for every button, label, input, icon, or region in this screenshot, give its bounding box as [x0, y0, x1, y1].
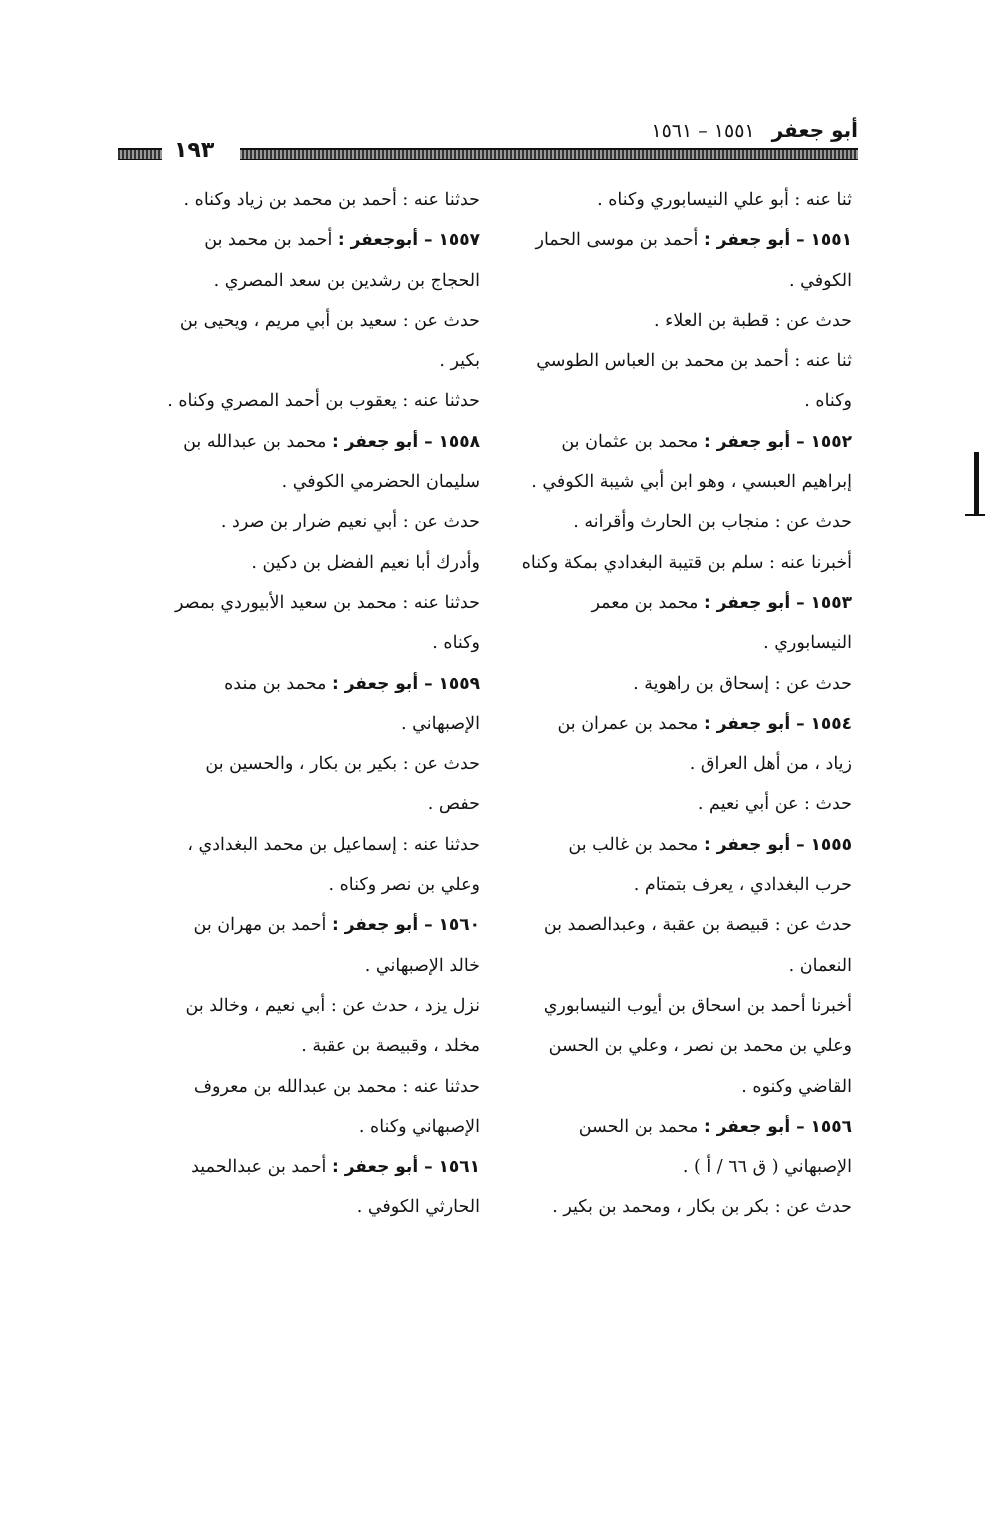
text-line — [512, 502, 852, 542]
text-line — [138, 462, 480, 502]
entry-heading: ١٥٥٦ – أبو جعفر : — [703, 1116, 852, 1137]
text-line — [512, 784, 852, 824]
line-text: بكير . — [439, 351, 480, 372]
header-range: ١٥٥١ – ١٥٦١ — [651, 120, 755, 142]
line-text: حدث عن : قبيصة بن عقبة ، وعبدالصمد بن — [543, 915, 852, 936]
margin-tick — [965, 514, 985, 516]
text-line — [512, 1067, 852, 1107]
text-line — [512, 180, 852, 220]
text-line — [512, 865, 852, 905]
text-line — [512, 905, 852, 945]
line-text: وأدرك أبا نعيم الفضل بن دكين . — [251, 552, 480, 573]
line-text: حدث عن : أبي نعيم ضرار بن صرد . — [220, 512, 480, 533]
text-line — [138, 986, 480, 1026]
text-line — [512, 261, 852, 301]
line-text: محمد بن الحسن — [578, 1116, 704, 1137]
text-line — [512, 744, 852, 784]
line-text: محمد بن غالب بن — [568, 834, 704, 855]
line-text: حدث عن : إسحاق بن راهوية . — [633, 673, 852, 694]
line-text: محمد بن معمر — [591, 592, 704, 613]
line-text: حدثنا عنه : أحمد بن محمد بن زياد وكناه . — [183, 190, 480, 210]
text-line — [512, 623, 852, 663]
text-line — [512, 1147, 852, 1187]
line-text: النيسابوري . — [763, 633, 852, 654]
line-text: وكناه . — [804, 391, 852, 412]
margin-mark — [974, 452, 979, 516]
text-line — [138, 583, 480, 623]
text-line — [138, 261, 480, 301]
entry-heading: ١٥٥٥ – أبو جعفر : — [703, 834, 852, 855]
text-line — [138, 825, 480, 865]
line-text: محمد بن عثمان بن — [561, 431, 704, 452]
entry-heading: ١٥٥٤ – أبو جعفر : — [703, 713, 852, 734]
line-text: محمد بن منده — [224, 673, 332, 694]
line-text: الإصبهاني . — [401, 713, 480, 734]
line-text: أحمد بن محمد بن — [204, 230, 338, 251]
text-line — [138, 1067, 480, 1107]
line-text: حدث عن : بكر بن بكار ، ومحمد بن بكير . — [552, 1197, 852, 1218]
line-text: وعلي بن نصر وكناه . — [328, 875, 480, 896]
text-line — [512, 825, 852, 865]
entry-heading: ١٥٥٩ – أبو جعفر : — [331, 673, 480, 694]
line-text: وعلي بن محمد بن نصر ، وعلي بن الحسن — [548, 1036, 852, 1057]
line-text: محمد بن عمران بن — [557, 713, 704, 734]
text-line — [512, 422, 852, 462]
line-text: حدث عن : قطبة بن العلاء . — [654, 310, 852, 331]
line-text: أحمد بن موسى الحمار — [535, 230, 704, 251]
text-line — [138, 220, 480, 260]
header-title: أبو جعفر — [771, 118, 858, 142]
text-line — [138, 623, 480, 663]
line-text: زياد ، من أهل العراق . — [689, 754, 852, 775]
running-title — [651, 118, 858, 142]
line-text: حدث عن : سعيد بن أبي مريم ، ويحيى بن — [179, 310, 480, 331]
text-line — [512, 381, 852, 421]
line-text: ثنا عنه : أبو علي النيسابوري وكناه . — [597, 190, 852, 210]
line-text: حدثنا عنه : إسماعيل بن محمد البغدادي ، — [187, 834, 480, 855]
text-line — [138, 1107, 480, 1147]
line-text: أحمد بن مهران بن — [193, 915, 332, 936]
line-text: سليمان الحضرمي الكوفي . — [281, 472, 480, 493]
entry-heading: ١٥٥٨ – أبو جعفر : — [331, 431, 480, 452]
line-text: حدثنا عنه : محمد بن سعيد الأبيوردي بمصر — [175, 592, 480, 613]
text-line — [138, 180, 480, 220]
entry-heading: ١٥٥٢ – أبو جعفر : — [703, 431, 852, 452]
text-line — [512, 462, 852, 502]
text-line — [138, 381, 480, 421]
text-line — [138, 1147, 480, 1187]
line-text: حدثنا عنه : يعقوب بن أحمد المصري وكناه . — [167, 391, 480, 412]
line-text: النعمان . — [788, 955, 852, 976]
line-text: حدث : عن أبي نعيم . — [697, 794, 852, 815]
text-line — [138, 1187, 480, 1227]
text-line — [138, 664, 480, 704]
entry-heading: ١٥٥٣ – أبو جعفر : — [703, 592, 852, 613]
text-line — [512, 946, 852, 986]
line-text: حرب البغدادي ، يعرف بتمتام . — [633, 875, 852, 896]
text-line — [138, 301, 480, 341]
entry-heading: ١٥٥١ – أبو جعفر : — [703, 230, 852, 251]
text-line — [138, 1026, 480, 1066]
line-text: مخلد ، وقبيصة بن عقبة . — [301, 1036, 480, 1057]
text-line — [512, 704, 852, 744]
text-line — [138, 341, 480, 381]
line-text: حدثنا عنه : محمد بن عبدالله بن معروف — [193, 1076, 480, 1097]
text-line — [512, 1187, 852, 1227]
text-line — [512, 1026, 852, 1066]
text-line — [138, 704, 480, 744]
line-text: الحارثي الكوفي . — [356, 1197, 480, 1218]
running-header — [118, 118, 858, 168]
line-text: الإصبهاني وكناه . — [358, 1116, 480, 1137]
entry-heading: ١٥٦٠ – أبو جعفر : — [331, 915, 480, 936]
text-line — [512, 664, 852, 704]
text-line — [138, 422, 480, 462]
text-line — [512, 220, 852, 260]
page-number: ١٩٣ — [168, 139, 220, 163]
entry-heading: ١٥٦١ – أبو جعفر : — [331, 1157, 480, 1178]
entry-heading: ١٥٥٧ – أبوجعفر : — [337, 230, 480, 251]
line-text: حدث عن : بكير بن بكار ، والحسين بن — [205, 754, 480, 775]
line-text: نزل يزد ، حدث عن : أبي نعيم ، وخالد بن — [185, 995, 480, 1016]
line-text: وكناه . — [432, 633, 480, 654]
text-line — [138, 744, 480, 784]
text-line — [138, 946, 480, 986]
text-line — [512, 1107, 852, 1147]
line-text: الإصبهاني ( ق ٦٦ / أ ) . — [682, 1157, 852, 1178]
text-line — [512, 583, 852, 623]
line-text: الحجاج بن رشدين بن سعد المصري . — [213, 270, 480, 291]
right-column — [512, 180, 852, 1228]
line-text: حدث عن : منجاب بن الحارث وأقرانه . — [573, 512, 852, 533]
text-line — [138, 502, 480, 542]
text-line — [512, 986, 852, 1026]
line-text: محمد بن عبدالله بن — [183, 431, 332, 452]
text-line — [138, 865, 480, 905]
line-text: أحمد بن عبدالحميد — [191, 1157, 332, 1178]
text-line — [512, 341, 852, 381]
line-text: إبراهيم العبسي ، وهو ابن أبي شيبة الكوفي . — [531, 472, 852, 493]
text-line — [138, 543, 480, 583]
line-text: أخبرنا عنه : سلم بن قتيبة البغدادي بمكة وكناه — [521, 552, 852, 573]
line-text: الكوفي . — [789, 270, 852, 291]
line-text: حفص . — [427, 794, 480, 815]
text-line — [512, 543, 852, 583]
text-line — [138, 784, 480, 824]
left-column — [138, 180, 480, 1228]
line-text: خالد الإصبهاني . — [364, 955, 480, 976]
line-text: القاضي وكنوه . — [741, 1076, 852, 1097]
text-line — [512, 301, 852, 341]
line-text: ثنا عنه : أحمد بن محمد بن العباس الطوسي — [536, 351, 852, 372]
line-text: أخبرنا أحمد بن اسحاق بن أيوب النيسابوري — [543, 995, 852, 1016]
text-line — [138, 905, 480, 945]
